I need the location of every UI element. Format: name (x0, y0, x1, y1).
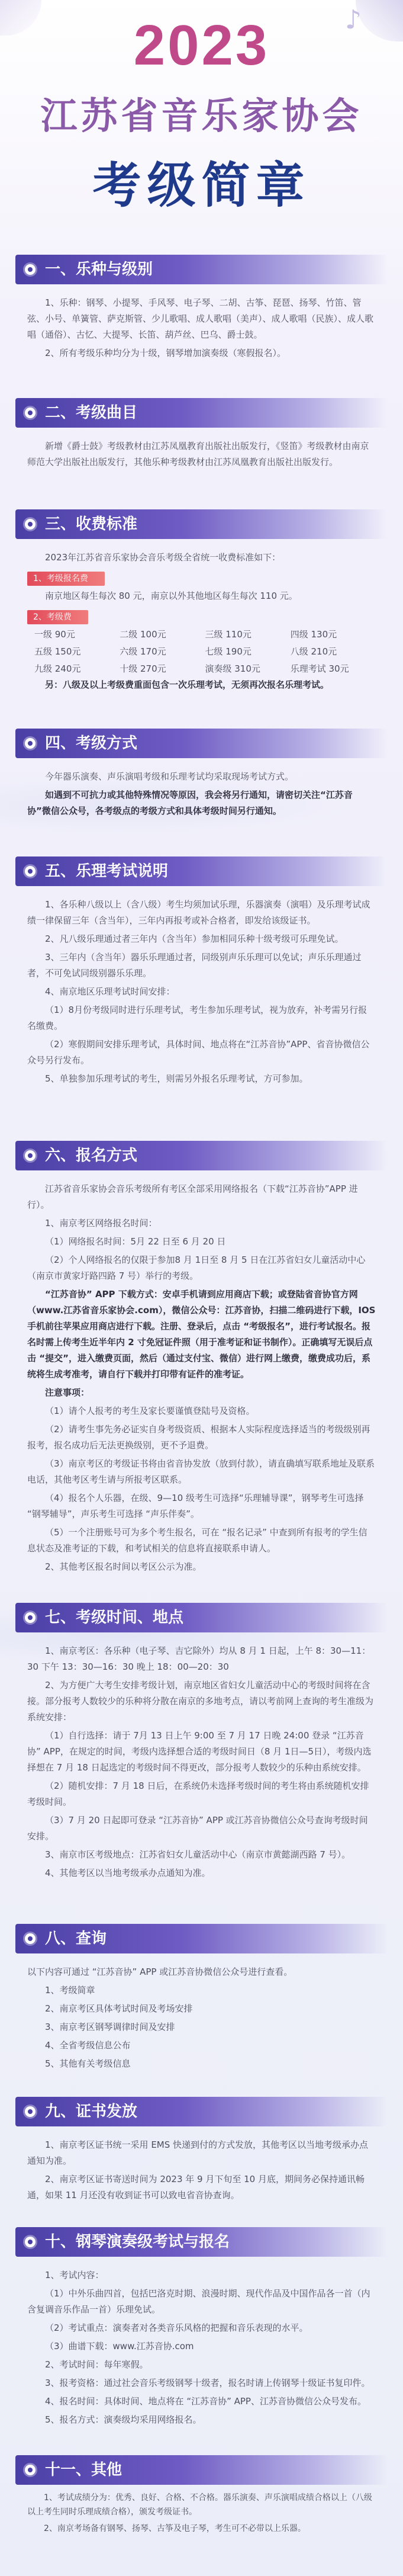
page-title: 考级简章 (92, 158, 311, 214)
paragraph: （2）个人网络报名的仅限于参加8 月 1日至 8 月 5 日在江苏省妇女儿童活动中心（南京市黄家圩路四路 7 号）举行的考级。 (27, 1255, 366, 1281)
section-header (15, 509, 388, 539)
bullet-icon (25, 519, 36, 530)
fee-item: 十级 270元 (120, 663, 166, 674)
paragraph: 2、考试时间：每年寒假。 (45, 2359, 149, 2370)
section-inquiry (15, 1924, 388, 2074)
paragraph: 以下内容可通过 “江苏音协” APP 或江苏音协微信公众号进行查看。 (27, 1967, 293, 1977)
fee-item: 五级 150元 (34, 646, 81, 657)
section-title: 十、钢琴演奏级考试与报名 (45, 2233, 230, 2251)
section-header (15, 1924, 388, 1953)
paragraph: （3）南京考区的考级证书将由省音协发放（放到付款），请直确填写联系地址及联系电话，其他考区考生请与所报考区联系。 (27, 1458, 375, 1485)
paragraph: 1、考试内容： (45, 2270, 104, 2280)
paragraph: 如遇到不可抗力或其他特殊情况等原因，我会将另行通知，请密切关注“江苏音协”微信公众号，各考级点的考级方式和具体考级时间另行通知。 (27, 790, 353, 816)
section-piano-performance (15, 2227, 388, 2430)
fee-item: 六级 170元 (120, 646, 166, 657)
section-title: 四、考级方式 (45, 734, 138, 752)
section-title: 五、乐理考试说明 (45, 862, 169, 880)
fee-item: 一级 90元 (34, 629, 75, 640)
bullet-icon (25, 1612, 36, 1623)
paragraph: 2、为方便广大考生安排考级计划，南京地区省妇女儿童活动中心的考级时间将在含接。部分报考人数较少的乐种将分散在南京的多地考点，请以考前网上查询的考生准级为系统安排： (27, 1680, 374, 1722)
section-title: 六、报名方式 (45, 1147, 138, 1165)
section-title: 十一、其他 (45, 2461, 122, 2479)
paragraph: （2）随机安排：7 月 18 日后，在系统仍未选择考级时间的考生将由系统随机安排考级时间。 (27, 1781, 369, 1807)
section-body (15, 428, 388, 470)
section-header (15, 1141, 388, 1170)
section-title: 七、考级时间、地点 (45, 1609, 184, 1627)
bullet-icon (25, 408, 36, 418)
list-item: 4、全省考级信息公布 (45, 2040, 131, 2051)
section-body (15, 539, 388, 693)
bullet-icon (25, 738, 36, 749)
section-body (15, 1170, 388, 1575)
fee-item: 二级 100元 (120, 629, 166, 640)
paragraph: 1、考试成绩分为：优秀、良好、合格、不合格。器乐演奏、声乐演唱成绩合格以上（八级以上考生同时乐理成绩合格），颁发考级证书。 (27, 2493, 372, 2517)
paragraph: 2、南京考场备有钢琴、扬琴、古筝及电子琴，考生可不必带以上乐器。 (44, 2524, 306, 2533)
section-header (15, 2227, 388, 2257)
fee-note: 另：八级及以上考级费重面包含一次乐理考试，无须再次报名乐理考试。 (45, 679, 330, 690)
list-item: 2、南京考区具体考试时间及考场安排 (45, 2003, 193, 2014)
section-header (15, 1603, 388, 1632)
paragraph: （2）考试重点：演奏者对各类音乐风格的把握和音乐表现的水平。 (45, 2322, 308, 2333)
bullet-icon (25, 2237, 36, 2247)
paragraph: 2、南京考区证书寄送时间为 2023 年 9 月下旬至 10 月底，期间务必保持通讯畅通，如果 11 月还没有收到证书可以致电省音协查询。 (27, 2174, 365, 2200)
paragraph: 新增《爵士鼓》考级教材由江苏凤凰教育出版社出版发行，《竖笛》考级教材由南京师范大学出版社出版发行，其他乐种考级教材由江苏凤凰教育出版社出版发行。 (27, 441, 369, 467)
paragraph: 1、南京考区网络报名时间： (45, 1218, 157, 1228)
paragraph: 2、其他考区报名时间以考区公示为准。 (45, 1561, 202, 1572)
paragraph: 1、乐种：钢琴、小提琴、手风琴、电子琴、二胡、古筝、琵琶、扬琴、竹笛、管弦、小号、单簧管、萨克斯管、少儿歌唱、成人歌唱（美声）、成人歌唱（民族）、成人歌唱（通俗）、古忆、大提琴、长笛、葫芦丝、巴乌、爵士鼓。 (27, 297, 374, 340)
paragraph: 3、南京市区考级地点：江苏省妇女儿童活动中心（南京市黄懿湖西路 7 号）。 (45, 1849, 351, 1860)
section-header (15, 398, 388, 428)
paragraph: （1）中外乐曲四首，包括巴洛克时期、浪漫时期、现代作品及中国作品各一首（内含复调音乐作品一首）乐理免试。 (27, 2288, 370, 2315)
paragraph: （2）寒假期间安排乐理考试，具体时间、地点将在“江苏音协”APP、省音协微信公众号另行发布。 (27, 1039, 370, 1066)
fee-table (27, 627, 376, 677)
fee-item: 七级 190元 (205, 646, 252, 657)
section-registration (15, 1141, 388, 1577)
bullet-icon (25, 2465, 36, 2475)
fee-item: 三级 110元 (205, 629, 252, 640)
section-header (15, 255, 388, 284)
fee-item: 演奏级 310元 (205, 663, 260, 674)
section-other (15, 2455, 388, 2538)
org-name: 江苏省音乐家协会 (40, 94, 363, 137)
list-item: 1、考级简章 (45, 1985, 95, 1996)
section-body (15, 2257, 388, 2428)
section-header (15, 729, 388, 758)
paragraph: （1）自行选择：请于 7月 13 日上午 9:00 至 7 月 17 日晚 24:00 登录 “江苏音协” APP，在规定的时间，考级内选择想合适的考级时间日（8 月 1日—5日），考级内选择想在 7 月 18 日起选定的考级时间不得更改，部分报考人数较少的乐种由系统安排。 (27, 1730, 372, 1773)
section-header (15, 2097, 388, 2126)
list-item: 3、南京考区钢琴调律时间及安排 (45, 2022, 175, 2032)
paragraph: （3）曲谱下载：www.江苏音协.com (45, 2341, 194, 2352)
paragraph: 5、报名方式：演奏级均采用网络报名。 (45, 2414, 202, 2425)
section-exam-method (15, 729, 388, 822)
music-note-icon: ♪ (344, 5, 362, 35)
paragraph: 1、南京考区：各乐种（电子琴、吉它除外）均从 8 月 1 日起，上午 8：30—11：30 下午 13：30—16：30 晚上 18：00—20：30 (27, 1645, 371, 1672)
paragraph: 江苏省音乐家协会音乐考级所有考区全部采用网络报名（下载“江苏音协”APP 进行）。 (27, 1183, 358, 1210)
section-header (15, 856, 388, 886)
section-repertoire (15, 398, 388, 473)
paragraph: 1、南京考区证书统一采用 EMS 快递到付的方式发放，其他考区以当地考级承办点通知为准。 (27, 2139, 369, 2166)
section-title: 二、考级曲目 (45, 404, 138, 422)
section-body (15, 758, 388, 819)
section-fees (15, 509, 388, 695)
paragraph: （3）7 月 20 日起即可登录 “江苏音协” APP 或江苏音协微信公众号查询考级时间安排。 (27, 1815, 368, 1842)
section-theory-exam (15, 856, 388, 1089)
bullet-icon (25, 264, 36, 275)
bullet-icon (25, 1150, 36, 1161)
section-title: 八、查询 (45, 1930, 107, 1948)
section-time-location (15, 1603, 388, 1884)
paragraph: 南京地区每生每次 80 元，南京以外其他地区每生每次 110 元。 (45, 591, 298, 601)
fee-tag: 2、考级费 (27, 610, 88, 624)
fee-tag: 1、考级报名费 (27, 572, 105, 586)
section-body (15, 1953, 388, 2072)
paragraph: 5、单独参加乐理考试的考生，则需另外报名乐理考试，方可参加。 (45, 1073, 308, 1084)
section-body (15, 2485, 388, 2536)
page-header (0, 0, 403, 225)
fee-item: 八级 210元 (290, 646, 337, 657)
bullet-icon (25, 1933, 36, 1944)
section-title: 九、证书发放 (45, 2103, 138, 2121)
list-item: 5、其他有关考级信息 (45, 2058, 131, 2069)
paragraph: （4）报名个人乐器，在级、9—10 级考生可选择“乐理辅导课”，钢琴考生可选择 “钢琴辅导”，声乐考生可选择 “声乐伴奏”。 (27, 1493, 364, 1519)
paragraph: 3、报考资格：通过社会音乐考级钢琴十级者，报名时请上传钢琴十级证书复印件。 (45, 2378, 370, 2388)
bullet-icon (25, 866, 36, 877)
paragraph: 4、南京地区乐理考试时间安排： (45, 986, 175, 997)
paragraph: （1）请个人报考的考生及家长要谨慎登陆号及资格。 (45, 1406, 255, 1416)
paragraph: 1、各乐种八级以上（含八级）考生均须加试乐理，乐器演奏（演唱）及乐理考试成绩一律保留三年（含当年），三年内再报考或补合格者，即发给该级证书。 (27, 899, 370, 926)
paragraph: 2、凡八级乐理通过者三年内（含当年）参加相同乐种十级考级可乐理免试。 (45, 933, 344, 944)
section-categories (15, 255, 388, 364)
paragraph: 2023年江苏省音乐家协会音乐考级全省统一收费标准如下： (45, 552, 281, 563)
section-title: 三、收费标准 (45, 515, 138, 533)
year-heading: 2023 (133, 14, 270, 77)
section-body (15, 2126, 388, 2203)
paragraph: 4、其他考区以当地考级承办点通知为准。 (45, 1868, 211, 1878)
section-body (15, 1632, 388, 1881)
paragraph: （2）请考生事先务必证实自身考级资质、根据本人实际程度选择适当的考级级别再报考，报名成功后无法更换级别，更不予退费。 (27, 1424, 370, 1451)
paragraph: （1）8月份考级同时进行乐理考试，考生参加乐理考试，视为放弃，补考需另行报名缴费。 (27, 1005, 367, 1031)
paragraph: （5）一个注册账号可为多个考生报名，可在 “报名记录” 中查到所有报考的学生信息状态及准考证的下载，和考试相关的信息将直接联系申请人。 (27, 1527, 367, 1554)
bullet-icon (25, 2106, 36, 2117)
fee-item: 四级 130元 (290, 629, 337, 640)
section-header (15, 2455, 388, 2485)
paragraph: 4、报名时间：具体时间、地点将在 “江苏音协” APP、江苏音协微信公众号发布。 (45, 2396, 366, 2407)
paragraph: 今年器乐演奏、声乐演唱考级和乐理考试均采取现场考试方式。 (45, 771, 294, 782)
section-body (15, 886, 388, 1087)
paragraph: “江苏音协” APP 下载方式：安卓手机请到应用商店下载；或登陆省音协官方网（www.江苏省音乐家协会.com），微信公众号：江苏音协，扫描二维码进行下载，IOS 手机前往苹果应用商店进行下载。注册、登录后，点击 “考级报名”，进行考试报名。报名时需上传考生近半年内 2 寸免冠证件照（用于准考证和证书制作）。正确填写无误后点击 “提交”，进入缴费页面，然后（通过支付宝、微信）进行网上缴费，缴费成功后，系统将生成考准考，请自行下载并打印带有证件的准考证。 (27, 1289, 376, 1380)
paragraph: （1）网络报名时间：5月 22 日至 6 月 20 日 (45, 1236, 226, 1247)
fee-item: 乐理考试 30元 (290, 663, 349, 674)
section-certificates (15, 2097, 388, 2206)
notes-title: 注意事项： (45, 1387, 90, 1398)
paragraph: 2、所有考级乐种均分为十级，钢琴增加演奏级（寒假报名）。 (45, 348, 286, 358)
section-title: 一、乐种与级别 (45, 261, 153, 278)
fee-item: 九级 240元 (34, 663, 81, 674)
section-body (15, 284, 388, 361)
paragraph: 3、三年内（含当年）器乐乐理通过者，同级别声乐乐理可以免试；声乐乐理通过者，不可免试同级别器乐乐理。 (27, 952, 362, 979)
